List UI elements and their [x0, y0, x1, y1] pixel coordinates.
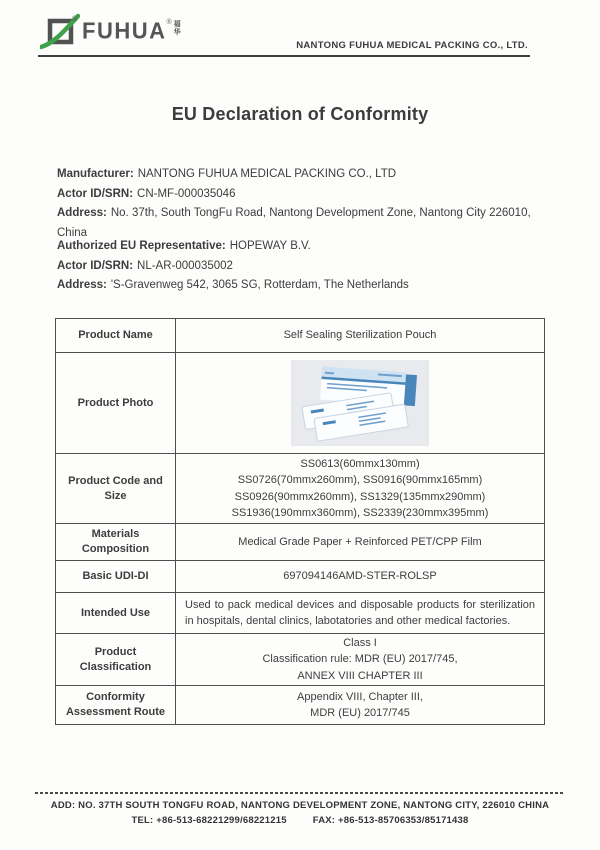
eu-representative-block — [57, 237, 545, 296]
manufacturer-value: NANTONG FUHUA MEDICAL PACKING CO., LTD — [137, 168, 397, 180]
table-row-product-photo — [56, 353, 544, 454]
table-row-product-name — [56, 319, 544, 353]
address-line — [57, 276, 545, 296]
page-footer — [35, 792, 565, 828]
table-row-classification — [56, 634, 544, 686]
actor-id-label: Actor ID/SRN: — [57, 187, 134, 200]
classification-line: ANNEX VIII CHAPTER III — [297, 669, 423, 682]
row-value — [176, 353, 544, 453]
footer-contact — [35, 813, 565, 828]
code-line: SS0926(90mmx260mm), SS1329(135mmx290mm) — [234, 490, 486, 503]
row-value: Medical Grade Paper + Reinforced PET/CPP Film — [238, 535, 482, 548]
route-line: Appendix VIII, Chapter III, — [297, 690, 423, 703]
fuhua-logo — [40, 13, 183, 51]
actor-id-value: CN-MF-000035046 — [137, 187, 236, 200]
actor-id-label: Actor ID/SRN: — [57, 259, 134, 272]
actor-id-value: NL-AR-000035002 — [137, 259, 233, 272]
table-row-intended-use — [56, 593, 544, 634]
row-value — [176, 634, 544, 685]
address-value: 'S-Gravenweg 542, 3065 SG, Rotterdam, The Netherlands — [110, 279, 409, 291]
row-label: Product Name — [56, 319, 176, 352]
brand-square-swoosh-icon — [40, 13, 80, 51]
representative-value: HOPEWAY B.V. — [229, 240, 311, 252]
header-company-name: NANTONG FUHUA MEDICAL PACKING CO., LTD. — [296, 40, 528, 51]
brand-wordmark: FUHUA — [82, 17, 167, 44]
row-label: Basic UDI-DI — [56, 561, 176, 592]
address-label: Address: — [57, 207, 107, 219]
row-label: Materials Composition — [56, 524, 176, 560]
row-value — [176, 686, 544, 724]
row-label: Product Photo — [56, 353, 176, 453]
code-line: SS1936(190mmx360mm), SS2339(230mmx395mm) — [231, 507, 489, 519]
representative-line — [57, 237, 545, 257]
address-label: Address: — [57, 279, 107, 291]
footer-tel: TEL: +86-513-68221299/68221215 — [131, 815, 287, 826]
row-label: Product Classification — [56, 634, 176, 685]
table-row-materials — [56, 524, 544, 561]
page-title: EU Declaration of Conformity — [171, 104, 429, 124]
conformity-table — [55, 318, 545, 725]
registered-trademark-icon: ® — [166, 19, 172, 26]
row-label: Conformity Assessment Route — [56, 686, 176, 724]
svg-text:®: ® — [72, 16, 78, 23]
representative-label: Authorized EU Representative: — [57, 240, 226, 252]
row-value: Used to pack medical devices and disposable products for sterilization in hospitals, dental clinics, labotatories and other medical factories. — [185, 599, 535, 627]
classification-line: Classification rule: MDR (EU) 2017/745, — [262, 653, 458, 666]
code-line: SS0726(70mmx260mm), SS0916(90mmx165mm) — [237, 474, 483, 486]
header-divider — [38, 55, 530, 57]
footer-fax: FAX: +86-513-85706353/85171438 — [312, 815, 469, 826]
row-value — [176, 454, 544, 523]
manufacturer-label: Manufacturer: — [57, 168, 134, 180]
footer-divider — [35, 792, 565, 794]
actor-id-line — [57, 257, 545, 277]
table-row-basic-udi — [56, 561, 544, 593]
row-value: Self Sealing Sterilization Pouch — [283, 329, 437, 342]
manufacturer-line — [57, 165, 545, 185]
footer-address: ADD: NO. 37TH SOUTH TONGFU ROAD, NANTONG DEVELOPMENT ZONE, NANTONG CITY, 226010 CHINA — [50, 800, 550, 811]
code-line: SS0613(60mmx130mm) — [300, 457, 420, 470]
route-line: MDR (EU) 2017/745 — [310, 707, 410, 719]
manufacturer-block — [57, 165, 545, 243]
actor-id-line — [57, 185, 545, 205]
row-label: Product Code and Size — [56, 454, 176, 523]
brand-chinese-characters: 福华 — [173, 21, 181, 36]
classification-line: Class I — [343, 636, 377, 649]
table-row-product-code-size — [56, 454, 544, 524]
address-value: No. 37th, South TongFu Road, Nantong Development Zone, Nantong City 226010, China — [57, 207, 531, 239]
table-row-assessment-route — [56, 686, 544, 724]
product-photo — [291, 360, 429, 446]
row-label: Intended Use — [56, 593, 176, 633]
row-value: 697094146AMD-STER-ROLSP — [283, 570, 437, 583]
